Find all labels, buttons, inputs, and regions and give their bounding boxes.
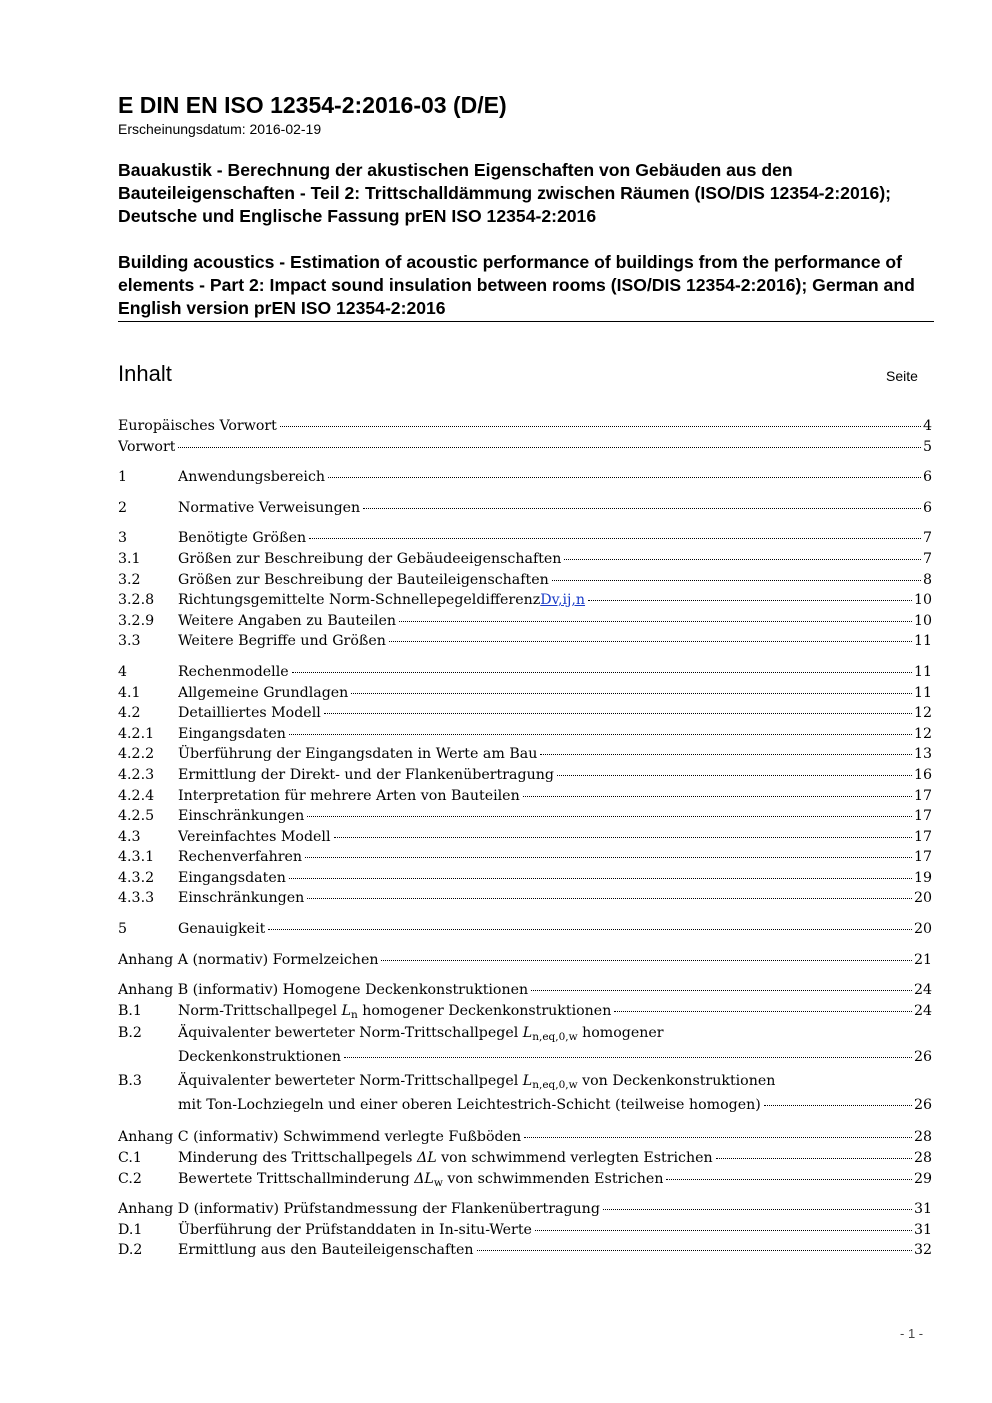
toc-entry-page: 13 [913, 746, 932, 763]
toc-entry-page: 10 [913, 592, 932, 609]
toc-title-text: homogener [577, 1025, 664, 1042]
toc-entry-title: Überführung der Prüfstanddaten in In-situ-Werte [178, 1221, 532, 1238]
toc-entry-page: 7 [922, 530, 932, 547]
toc-entry-number: C.2 [118, 1170, 142, 1187]
toc-entry-title: Rechenverfahren [178, 849, 303, 866]
toc-dot-leader [305, 857, 912, 858]
toc-entry-title: Anhang A (normativ) Formelzeichen [118, 951, 379, 968]
toc-entry[interactable] [118, 549, 932, 570]
toc-entry[interactable] [118, 437, 932, 458]
toc-title-text: homogener Deckenkonstruktionen [357, 1002, 612, 1019]
toc-entry[interactable] [118, 1021, 932, 1069]
toc-entry[interactable] [118, 703, 932, 724]
toc-entry-title [178, 1148, 713, 1169]
toc-formula-symbol: L [522, 1073, 533, 1090]
toc-entry[interactable] [118, 467, 932, 488]
toc-entry-page: 21 [913, 951, 932, 968]
toc-entry-number: D.2 [118, 1242, 143, 1259]
toc-entry-page: 31 [913, 1201, 932, 1218]
toc-dot-leader [292, 672, 912, 673]
toc-entry-number: 4.2.4 [118, 787, 155, 804]
toc-entry-title: Benötigte Größen [178, 530, 307, 547]
toc-entry-title [178, 1021, 664, 1045]
toc-entry-title: Anhang B (informativ) Homogene Deckenkonstruktionen [118, 982, 529, 999]
toc-dot-leader [552, 580, 921, 581]
toc-entry-number: 5 [118, 921, 128, 938]
toc-entry[interactable] [118, 827, 932, 848]
toc-title-text: von schwimmend verlegten Estrichen [436, 1150, 713, 1167]
toc-entry-title-continued: Deckenkonstruktionen [178, 1049, 342, 1066]
toc-entry-number: 4.2.1 [118, 725, 155, 742]
toc-formula-symbol: L [341, 1002, 351, 1019]
toc-entry-title: Interpretation für mehrere Arten von Bauteilen [178, 787, 520, 804]
toc-entry-page: 19 [913, 869, 932, 886]
toc-entry-number: 4.2.2 [118, 746, 155, 763]
toc-entry-number: 4.1 [118, 684, 141, 701]
toc-entry[interactable] [118, 868, 932, 889]
toc-entry-title: Größen zur Beschreibung der Bauteileigenschaften [178, 571, 549, 588]
toc-dot-leader [535, 1230, 912, 1231]
toc-dot-leader [716, 1158, 912, 1159]
toc-entry-number: 4.3.3 [118, 890, 155, 907]
toc-title-text: Minderung des Trittschallpegels [178, 1150, 417, 1167]
toc-entry-page: 26 [913, 1097, 932, 1114]
toc-entry-page: 29 [913, 1170, 932, 1187]
toc-entry-page: 31 [913, 1221, 932, 1238]
toc-symbol-link[interactable]: Dv,ij,n [540, 592, 586, 609]
toc-dot-leader [531, 990, 912, 991]
toc-entry-title [178, 1001, 611, 1023]
toc-entry[interactable] [118, 1001, 932, 1022]
toc-dot-leader [614, 1011, 912, 1012]
toc-entry-title: Allgemeine Grundlagen [178, 684, 349, 701]
toc-entry-page: 17 [913, 828, 932, 845]
toc-dot-leader [588, 600, 912, 601]
toc-entry-number: 4.3.2 [118, 869, 155, 886]
toc-dot-leader [381, 960, 911, 961]
toc-entry-number: 3.2.9 [118, 612, 155, 629]
toc-entry-title: Vorwort [118, 438, 176, 455]
toc-dot-leader [603, 1209, 912, 1210]
toc-heading: Inhalt [118, 361, 172, 386]
toc-entry-title: Ermittlung aus den Bauteileigenschaften [178, 1242, 474, 1259]
toc-formula-subscript: n,eq,0,w [532, 1031, 578, 1044]
toc-entry-page: 20 [913, 921, 932, 938]
toc-entry-number: 4.2 [118, 705, 141, 722]
toc-entry[interactable] [118, 744, 932, 765]
toc-entry-title: Normative Verweisungen [178, 499, 361, 516]
toc-entry-title: Eingangsdaten [178, 725, 286, 742]
toc-entry[interactable] [118, 1127, 932, 1148]
toc-entry-page: 6 [922, 499, 932, 516]
toc-entry-number: B.1 [118, 1002, 142, 1019]
toc-entry[interactable] [118, 950, 932, 971]
toc-formula-subscript: n [351, 1008, 358, 1021]
toc-entry-page: 11 [913, 663, 932, 680]
toc-entry[interactable] [118, 590, 932, 611]
toc-entry-page: 17 [913, 849, 932, 866]
toc-dot-leader [334, 837, 912, 838]
toc-entry-page: 17 [913, 808, 932, 825]
toc-entry-number: 3.3 [118, 633, 141, 650]
toc-dot-leader [351, 693, 912, 694]
toc-entry-number: 3.1 [118, 550, 141, 567]
toc-dot-leader [477, 1250, 912, 1251]
toc-entry-page: 16 [913, 766, 932, 783]
toc-title-text: Norm-Trittschallpegel [178, 1002, 342, 1019]
toc-entry-number: B.3 [118, 1073, 142, 1090]
toc-entry-title [178, 1169, 663, 1191]
toc-dot-leader [289, 734, 912, 735]
toc-entry[interactable] [118, 498, 932, 519]
toc-entry[interactable] [118, 1199, 932, 1220]
toc-entry[interactable] [118, 570, 932, 591]
toc-entry-number: 4 [118, 663, 128, 680]
toc-dot-leader [324, 713, 912, 714]
toc-title-text: Bewertete Trittschallminderung [178, 1170, 415, 1187]
toc-dot-leader [289, 878, 912, 879]
toc-entry[interactable] [118, 528, 932, 549]
toc-entry-page: 12 [913, 725, 932, 742]
toc-dot-leader [307, 816, 912, 817]
toc-entry-number: 4.3.1 [118, 849, 155, 866]
toc-dot-leader [764, 1105, 912, 1106]
toc-dot-leader [268, 929, 912, 930]
toc-entry-title: Ermittlung der Direkt- und der Flankenübertragung [178, 766, 554, 783]
toc-dot-leader [307, 898, 912, 899]
toc-entry[interactable] [118, 611, 932, 632]
toc-formula-subscript: w [433, 1176, 443, 1189]
english-title: Building acoustics - Estimation of acoustic performance of buildings from the performance of elements - Part 2: Impact sound insulation between rooms (ISO/DIS 12354-2:2016); German and English version prEN ISO 12354-2:2016 [118, 252, 915, 318]
toc-entry[interactable] [118, 662, 932, 683]
document-id: E DIN EN ISO 12354-2:2016-03 (D/E) [118, 92, 507, 118]
toc-entry-page: 17 [913, 787, 932, 804]
toc-title-text: Äquivalenter bewerteter Norm-Trittschallpegel [178, 1025, 523, 1042]
toc-dot-leader [178, 447, 921, 448]
toc-entry-page: 6 [922, 469, 932, 486]
page-number: - 1 - [900, 1326, 924, 1341]
toc-entry-page: 10 [913, 612, 932, 629]
toc-entry-page: 12 [913, 705, 932, 722]
toc-entry[interactable] [118, 724, 932, 745]
toc-entry-number: 3.2 [118, 571, 141, 588]
toc-dot-leader [399, 621, 912, 622]
toc-entry-title: Detailliertes Modell [178, 705, 321, 722]
toc-entry-number: 4.2.5 [118, 808, 155, 825]
toc-formula-symbol: ΔL [414, 1170, 434, 1187]
toc-entry-page: 5 [922, 438, 932, 455]
toc-entry-number: 3 [118, 530, 128, 547]
toc-entry-title: Genauigkeit [178, 921, 266, 938]
toc-title-text: Äquivalenter bewerteter Norm-Trittschallpegel [178, 1073, 523, 1090]
toc-entry[interactable] [118, 1069, 932, 1117]
toc-entry-number: 4.3 [118, 828, 141, 845]
toc-entry-number: C.1 [118, 1150, 142, 1167]
toc-formula-symbol: ΔL [416, 1150, 437, 1167]
toc-dot-leader [540, 754, 912, 755]
toc-dot-leader [309, 538, 921, 539]
toc-entry-page: 7 [922, 550, 932, 567]
toc-entry-title-continued: mit Ton-Lochziegeln und einer oberen Leichtestrich-Schicht (teilweise homogen) [178, 1097, 761, 1114]
toc-entry-number: 3.2.8 [118, 592, 155, 609]
toc-dot-leader [666, 1179, 911, 1180]
publication-date: Erscheinungsdatum: 2016-02-19 [118, 121, 322, 137]
toc-entry-title: Weitere Begriffe und Größen [178, 633, 386, 650]
toc-entry[interactable] [118, 683, 932, 704]
toc-entry-number: D.1 [118, 1221, 143, 1238]
toc-entry-title: Europäisches Vorwort [118, 418, 277, 434]
toc-entry-page: 24 [913, 982, 932, 999]
toc-dot-leader [389, 641, 912, 642]
toc-entry-title: Einschränkungen [178, 890, 305, 907]
toc-title-text: von Deckenkonstruktionen [577, 1073, 776, 1090]
toc-entry-title: Anhang D (informativ) Prüfstandmessung der Flankenübertragung [118, 1201, 600, 1218]
toc-entry[interactable] [118, 1169, 932, 1190]
toc-entry-title [178, 1069, 775, 1093]
toc-entry-number: B.2 [118, 1025, 142, 1042]
toc-entry-title: Vereinfachtes Modell [178, 828, 331, 845]
toc-dot-leader [328, 477, 921, 478]
toc-entry-title: Größen zur Beschreibung der Gebäudeeigenschaften [178, 550, 562, 567]
toc-entry[interactable] [118, 631, 932, 652]
toc-entry-page: 26 [913, 1049, 932, 1066]
toc-dot-leader [363, 508, 921, 509]
toc-entry-page: 20 [913, 890, 932, 907]
toc-formula-subscript: n,eq,0,w [532, 1079, 578, 1092]
toc-entry[interactable] [118, 765, 932, 786]
toc-formula-symbol: L [522, 1025, 533, 1042]
toc-dot-leader [523, 796, 912, 797]
german-title: Bauakustik - Berechnung der akustischen Eigenschaften von Gebäuden aus den Bauteileigenschaften - Teil 2: Trittschalldämmung zwischen Räumen (ISO/DIS 12354-2:2016); Deutsche und Englische Fassung prEN ISO 12354-2:2016 [118, 160, 892, 226]
toc-entry[interactable] [118, 1240, 932, 1261]
toc-dot-leader [557, 775, 912, 776]
toc-entry-title: Anwendungsbereich [178, 469, 326, 486]
toc-dot-leader [524, 1137, 912, 1138]
toc-title-text: von schwimmenden Estrichen [442, 1170, 664, 1187]
toc-entry[interactable] [118, 980, 932, 1001]
toc-entry-title: Einschränkungen [178, 808, 305, 825]
toc-entry-number: 1 [118, 469, 128, 486]
toc-entry-page: 4 [922, 418, 932, 434]
toc-dot-leader [564, 559, 921, 560]
toc-entry-title: Überführung der Eingangsdaten in Werte am Bau [178, 746, 538, 763]
toc-dot-leader [344, 1057, 912, 1058]
toc-entry[interactable] [118, 1220, 932, 1241]
toc-entry-title: Eingangsdaten [178, 869, 286, 886]
toc-entry[interactable] [118, 919, 932, 940]
toc-entry-number: 4.2.3 [118, 766, 155, 783]
toc-entry[interactable] [118, 888, 932, 909]
toc-entry[interactable] [118, 806, 932, 827]
toc-entry[interactable] [118, 416, 932, 437]
toc-dot-leader [280, 426, 921, 427]
toc-entry-page: 24 [913, 1002, 932, 1019]
toc-entry-title: Weitere Angaben zu Bauteilen [178, 612, 397, 629]
toc-entry-page: 8 [922, 571, 932, 588]
toc-entry-page: 11 [913, 633, 932, 650]
toc-entry-page: 28 [913, 1150, 932, 1167]
table-of-contents [118, 416, 932, 1261]
toc-entry[interactable] [118, 847, 932, 868]
toc-entry-page: 11 [913, 684, 932, 701]
title-divider [118, 321, 934, 322]
toc-entry[interactable] [118, 1148, 932, 1169]
toc-entry-page: 28 [913, 1129, 932, 1146]
toc-entry-title: Richtungsgemittelte Norm-Schnellepegeldifferenz [178, 592, 541, 609]
toc-entry-number: 2 [118, 499, 128, 516]
toc-page-label: Seite [886, 368, 918, 384]
toc-entry[interactable] [118, 786, 932, 807]
toc-entry-title: Anhang C (informativ) Schwimmend verlegte Fußböden [118, 1129, 522, 1146]
toc-entry-page: 32 [913, 1242, 932, 1259]
toc-entry-title: Rechenmodelle [178, 663, 289, 680]
